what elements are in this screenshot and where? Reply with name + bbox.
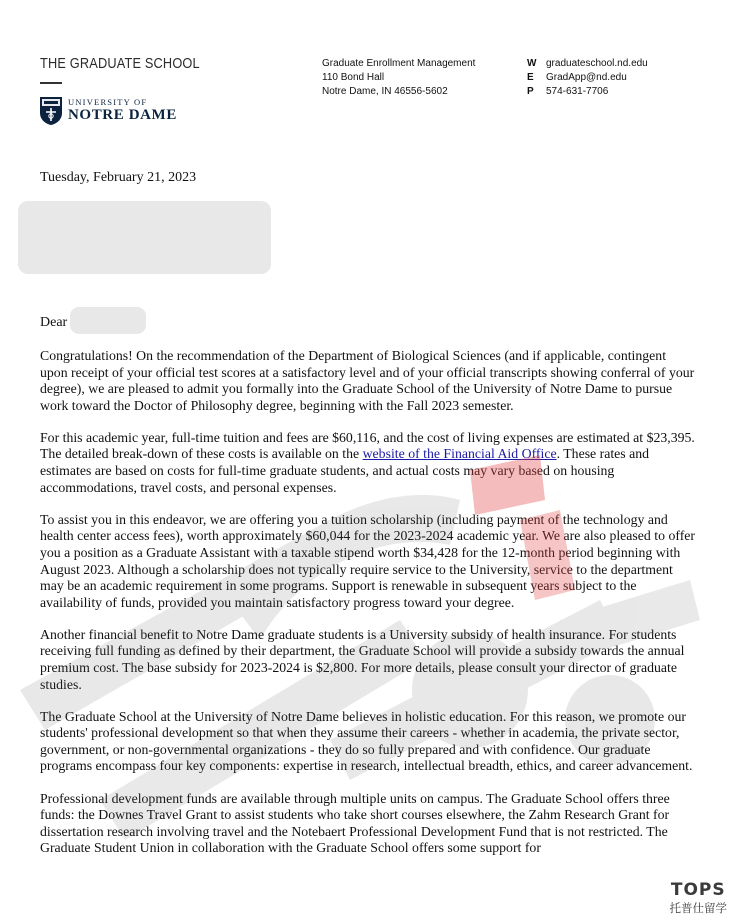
badge-title: TOPS — [670, 880, 726, 900]
paragraph-scholarship: To assist you in this endeavor, we are offering you a tuition scholarship (including payment of the technology and health center access fees), worth approximately $60,044 for the 2023-2024 academic year. We are also pleased to offer you a position as a Graduate Assistant with a taxable stipend worth $34,428 for the 12-month period beginning with August 2023. Although a scholarship does not typically require service to the University, service to the department may be an academic requirement in some programs. Support is renewable in subsequent years subject to the availability of funds, provided you maintain satisfactory progress toward your degree. — [40, 511, 696, 610]
header-divider — [40, 82, 62, 84]
contact-phone: 574-631-7706 — [546, 86, 609, 97]
address-line: 110 Bond Hall — [322, 72, 385, 83]
address-line: Graduate Enrollment Management — [322, 58, 476, 69]
contact-block — [527, 57, 648, 99]
contact-website[interactable]: graduateschool.nd.edu — [546, 58, 648, 69]
badge-subtitle: 托普仕留学 — [669, 901, 727, 915]
contact-phone-row — [527, 85, 648, 99]
recipient-address-redaction — [18, 201, 271, 274]
paragraph-costs — [40, 430, 695, 496]
notre-dame-shield-icon — [39, 96, 63, 126]
paragraph-health-insurance: Another financial benefit to Notre Dame graduate students is a University subsidy of health insurance. For students receiving full funding as defined by their department, the Graduate School will provide a subsidy towards the annual premium cost. The base subsidy for 2023-2024 is $2,800. For more details, please consult your director of graduate studies. — [40, 626, 685, 692]
contact-label: W — [527, 58, 537, 69]
contact-web-row — [527, 57, 648, 71]
letter-body — [40, 348, 695, 872]
salutation: Dear — [40, 315, 68, 330]
contact-email-row — [527, 71, 648, 85]
letter-date: Tuesday, February 21, 2023 — [40, 170, 197, 185]
office-address — [322, 57, 475, 99]
university-of-label: UNIVERSITY OF — [68, 97, 148, 107]
costs-text: For this academic year, full-time tuition and fees are $60,116, and the cost of living expenses are estimated at $23,395. The detailed break-down of these costs is available on the — [40, 429, 695, 462]
address-line: Notre Dame, IN 46556-5602 — [322, 86, 448, 97]
paragraph-professional-development: Professional development funds are available through multiple units on campus. The Graduate School offers three funds: the Downes Travel Grant to assist students who take short courses elsewhere, the Zahm Research Grant for dissertation research involving travel and the Notebaert Professional Development Fund that is not restricted. The Graduate Student Union in collaboration with the Graduate School offers some support for — [40, 790, 670, 856]
costs-text-end: . These rates and estimates are based on costs for full-time graduate students, and actual costs may vary based on housing accommodations, travel costs, and personal expenses. — [40, 446, 650, 495]
financial-aid-link[interactable]: website of the Financial Aid Office — [362, 446, 557, 462]
paragraph-admission: Congratulations! On the recommendation of the Department of Biological Sciences (and if applicable, contingent upon receipt of your official test scores at a satisfactory level and of your official transcripts showing conferral of your degree), we are pleased to admit you formally into the Graduate School of the University of Notre Dame to pursue work toward the Doctor of Philosophy degree, beginning with the Fall 2023 semester. — [40, 348, 695, 413]
notre-dame-label: NOTRE DAME — [68, 107, 177, 123]
recipient-name-redaction — [70, 307, 146, 334]
contact-label: P — [527, 86, 534, 97]
graduate-school-title: THE GRADUATE SCHOOL — [40, 56, 200, 72]
contact-label: E — [527, 72, 534, 83]
contact-email[interactable]: GradApp@nd.edu — [546, 72, 627, 83]
paragraph-holistic-education: The Graduate School at the University of Notre Dame believes in holistic education. For this reason, we promote our students' professional development so that when they assume their careers - whether in academia, the private sector, government, or non-governmental organizations - they do so fully prepared and with confidence. Our graduate programs encompass four key components: expertise in research, intellectual breadth, ethics, and career advancement. — [40, 708, 693, 774]
notre-dame-wordmark — [68, 97, 177, 123]
tops-watermark-badge — [670, 880, 728, 916]
